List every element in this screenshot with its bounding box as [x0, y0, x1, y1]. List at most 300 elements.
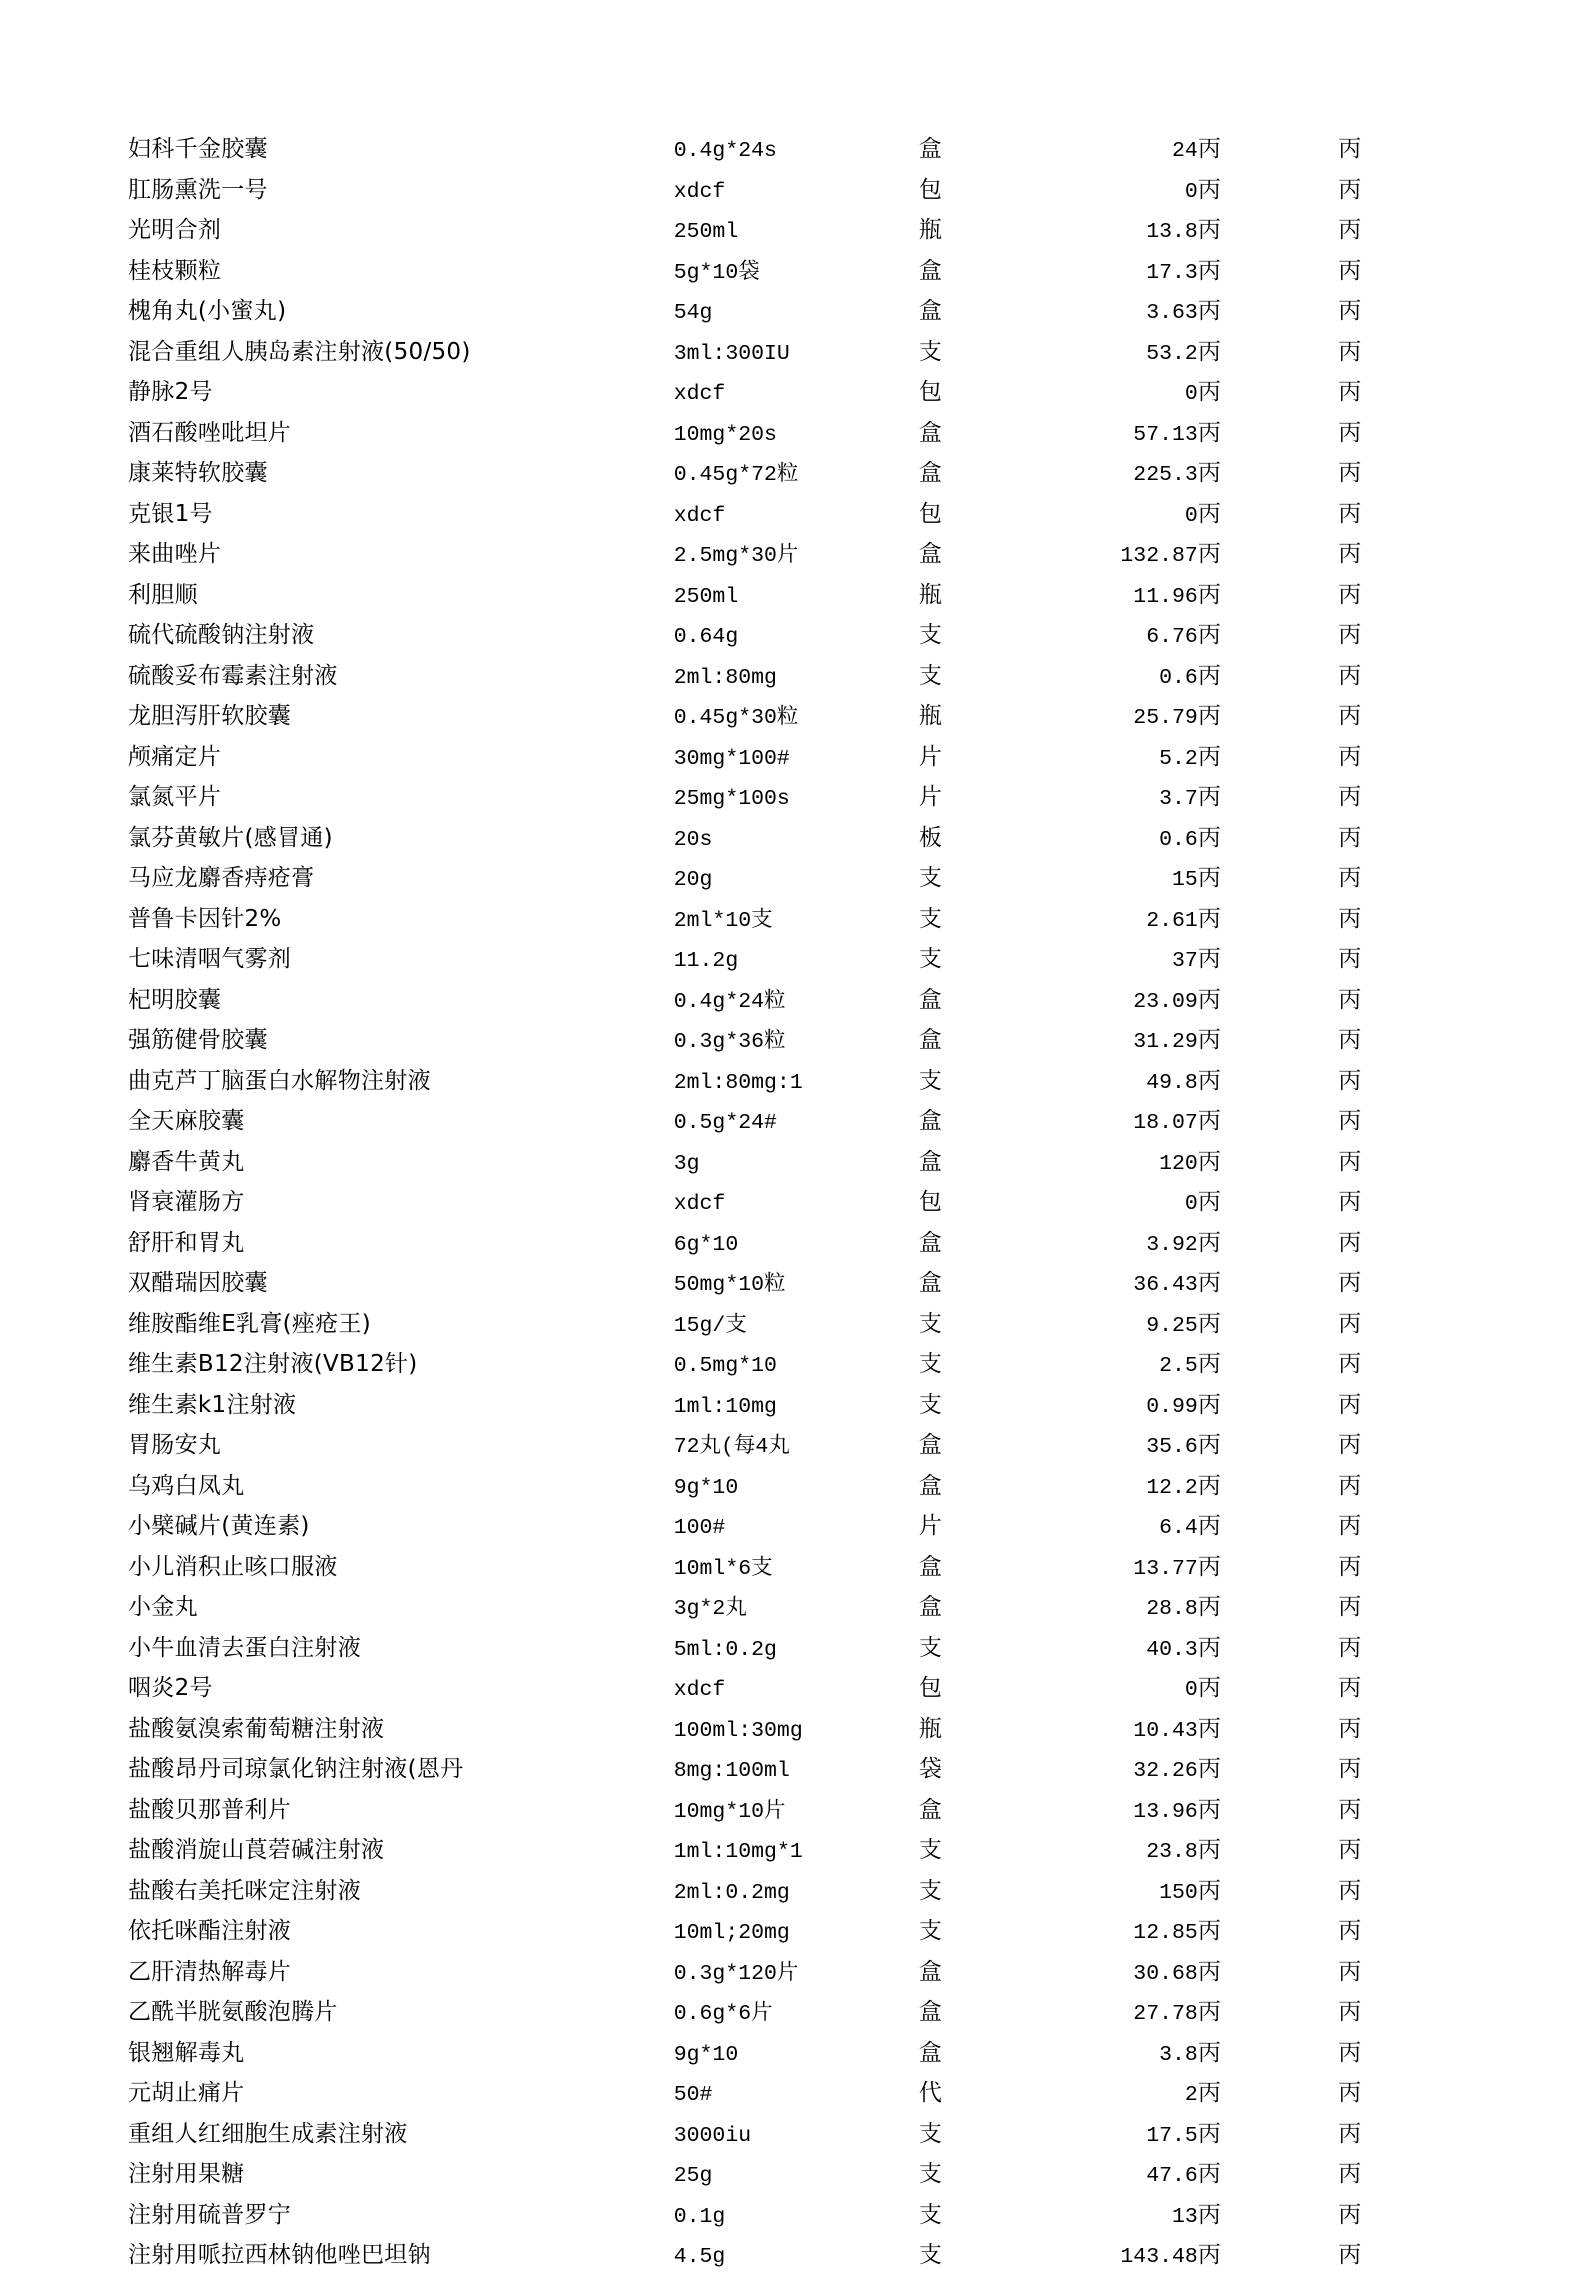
price-cell: 57.13 — [1133, 422, 1198, 447]
category-b-cell: 丙 — [1338, 338, 1362, 365]
category-b-cell: 丙 — [1338, 1432, 1362, 1458]
category-b-cell: 丙 — [1338, 1189, 1362, 1215]
price-cell: 0.6 — [1159, 665, 1198, 690]
category-b-cell: 丙 — [1338, 1472, 1362, 1499]
price-cell: 6.76 — [1146, 625, 1198, 649]
price-cell: 0.6 — [1159, 827, 1198, 852]
drug-name-cell: 来曲唑片 — [128, 541, 222, 567]
unit-cell: 代 — [918, 2080, 942, 2106]
category-a-cell: 丙 — [1197, 622, 1221, 648]
category-b-cell: 丙 — [1338, 1675, 1362, 1701]
drug-name-cell: 维胺酯维E乳膏(痤疮王) — [128, 1310, 372, 1337]
unit-cell: 盒 — [918, 1148, 942, 1175]
price-cell: 27.78 — [1133, 2002, 1198, 2026]
price-cell: 12.85 — [1133, 1921, 1198, 1945]
specification-cell: 0.3g*120片 — [673, 1961, 799, 1986]
unit-cell: 包 — [918, 1189, 942, 1215]
specification-cell: 72丸(每4丸 — [673, 1435, 790, 1459]
category-a-cell: 丙 — [1197, 1918, 1221, 1944]
drug-name-cell: 注射用哌拉西林钠他唑巴坦钠 — [128, 2242, 431, 2268]
category-b-cell: 丙 — [1338, 257, 1362, 284]
price-cell: 2.61 — [1146, 908, 1198, 933]
table-row — [128, 819, 1468, 860]
price-cell: 13.96 — [1133, 1799, 1198, 1824]
price-cell: 53.2 — [1146, 341, 1198, 366]
category-a-cell: 丙 — [1197, 1027, 1221, 1053]
category-b-cell: 丙 — [1338, 986, 1362, 1013]
unit-cell: 支 — [918, 2120, 942, 2147]
drug-name-cell: 维生素k1注射液 — [128, 1391, 297, 1418]
drug-name-cell: 盐酸右美托咪定注射液 — [128, 1877, 361, 1904]
category-a-cell: 丙 — [1197, 500, 1221, 527]
unit-cell: 盒 — [918, 1270, 942, 1296]
specification-cell: 20g — [673, 868, 713, 892]
table-row — [128, 211, 1468, 252]
unit-cell: 支 — [918, 622, 942, 648]
price-cell: 0 — [1184, 179, 1198, 204]
drug-name-cell: 乌鸡白凤丸 — [128, 1472, 245, 1499]
drug-name-cell: 注射用硫普罗宁 — [128, 2201, 292, 2228]
category-b-cell: 丙 — [1338, 1310, 1362, 1337]
table-row — [128, 1224, 1468, 1265]
drug-name-cell: 小儿消积止咳口服液 — [128, 1553, 338, 1580]
price-cell: 23.09 — [1133, 989, 1198, 1014]
specification-cell: 2ml:80mg:1 — [673, 1070, 803, 1095]
category-a-cell: 丙 — [1197, 257, 1221, 284]
table-row — [128, 697, 1468, 738]
category-a-cell: 丙 — [1197, 1148, 1221, 1175]
table-row — [128, 1507, 1468, 1548]
table-row — [128, 130, 1468, 171]
drug-name-cell: 乙肝清热解毒片 — [128, 1958, 292, 1985]
table-body — [128, 130, 1468, 2277]
category-b-cell: 丙 — [1338, 865, 1362, 891]
price-cell: 5.2 — [1159, 746, 1198, 771]
table-row — [128, 292, 1468, 333]
table-row — [128, 1872, 1468, 1913]
category-b-cell: 丙 — [1338, 298, 1362, 324]
drug-name-cell: 麝香牛黄丸 — [128, 1148, 245, 1175]
category-b-cell: 丙 — [1338, 419, 1362, 446]
unit-cell: 盒 — [918, 1958, 942, 1985]
specification-cell: 0.45g*30粒 — [673, 706, 799, 730]
category-a-cell: 丙 — [1197, 1877, 1221, 1904]
price-cell: 24 — [1172, 139, 1198, 163]
category-a-cell: 丙 — [1197, 2242, 1221, 2268]
table-row — [128, 1588, 1468, 1629]
unit-cell: 盒 — [918, 1108, 942, 1134]
category-a-cell: 丙 — [1197, 1594, 1221, 1620]
category-b-cell: 丙 — [1338, 1594, 1362, 1620]
drug-price-table — [128, 130, 1468, 2277]
drug-name-cell: 氯芬黄敏片(感冒通) — [128, 824, 333, 851]
unit-cell: 支 — [918, 865, 942, 891]
table-row — [128, 1993, 1468, 2034]
category-a-cell: 丙 — [1197, 176, 1221, 203]
category-a-cell: 丙 — [1197, 2039, 1221, 2066]
drug-name-cell: 康莱特软胶囊 — [128, 460, 268, 486]
specification-cell: 2.5mg*30片 — [673, 544, 799, 568]
drug-name-cell: 马应龙麝香痔疮膏 — [128, 865, 315, 891]
category-b-cell: 丙 — [1338, 581, 1362, 608]
unit-cell: 支 — [918, 2161, 942, 2187]
specification-cell: xdcf — [673, 1678, 726, 1702]
table-row — [128, 1183, 1468, 1224]
category-a-cell: 丙 — [1197, 1067, 1221, 1094]
table-row — [128, 171, 1468, 212]
price-cell: 35.6 — [1146, 1435, 1198, 1459]
drug-name-cell: 混合重组人胰岛素注射液(50/50) — [128, 338, 471, 365]
unit-cell: 片 — [918, 1513, 942, 1539]
table-row — [128, 940, 1468, 981]
specification-cell: 0.5mg*10 — [673, 1354, 777, 1378]
category-b-cell: 丙 — [1338, 217, 1362, 243]
price-cell: 120 — [1159, 1151, 1198, 1176]
unit-cell: 包 — [918, 379, 942, 405]
drug-name-cell: 桂枝颗粒 — [128, 257, 222, 284]
table-row — [128, 2074, 1468, 2115]
category-a-cell: 丙 — [1197, 1999, 1221, 2025]
unit-cell: 盒 — [918, 986, 942, 1013]
price-cell: 28.8 — [1146, 1597, 1198, 1621]
drug-name-cell: 盐酸消旋山莨菪碱注射液 — [128, 1837, 385, 1863]
price-cell: 13.8 — [1146, 220, 1198, 244]
unit-cell: 支 — [918, 1877, 942, 1904]
price-cell: 49.8 — [1146, 1070, 1198, 1095]
specification-cell: 250ml — [673, 220, 739, 244]
drug-name-cell: 七味清咽气雾剂 — [128, 946, 292, 972]
category-b-cell: 丙 — [1338, 1513, 1362, 1539]
specification-cell: 0.3g*36粒 — [673, 1030, 786, 1054]
unit-cell: 支 — [918, 1067, 942, 1094]
unit-cell: 支 — [918, 1310, 942, 1337]
unit-cell: 盒 — [918, 257, 942, 284]
table-row — [128, 1062, 1468, 1103]
category-a-cell: 丙 — [1197, 1189, 1221, 1215]
category-b-cell: 丙 — [1338, 2120, 1362, 2147]
price-cell: 17.3 — [1146, 260, 1198, 285]
table-row — [128, 859, 1468, 900]
drug-name-cell: 强筋健骨胶囊 — [128, 1027, 268, 1053]
category-a-cell: 丙 — [1197, 824, 1221, 851]
category-a-cell: 丙 — [1197, 1796, 1221, 1823]
category-b-cell: 丙 — [1338, 136, 1362, 162]
category-b-cell: 丙 — [1338, 743, 1362, 770]
drug-name-cell: 硫酸妥布霉素注射液 — [128, 662, 338, 689]
table-row — [128, 1548, 1468, 1589]
price-cell: 150 — [1159, 1880, 1198, 1905]
category-b-cell: 丙 — [1338, 1796, 1362, 1823]
specification-cell: 6g*10 — [673, 1232, 739, 1257]
drug-name-cell: 盐酸昂丹司琼氯化钠注射液(恩丹 — [128, 1756, 464, 1782]
drug-name-cell: 注射用果糖 — [128, 2161, 245, 2187]
table-row — [128, 738, 1468, 779]
specification-cell: 0.4g*24s — [673, 139, 777, 163]
unit-cell: 包 — [918, 1675, 942, 1701]
category-b-cell: 丙 — [1338, 946, 1362, 972]
category-a-cell: 丙 — [1197, 662, 1221, 689]
table-row — [128, 2155, 1468, 2196]
category-a-cell: 丙 — [1197, 1675, 1221, 1701]
specification-cell: 9g*10 — [673, 1475, 739, 1500]
specification-cell: xdcf — [673, 1192, 726, 1216]
table-row — [128, 1305, 1468, 1346]
unit-cell: 支 — [918, 662, 942, 689]
category-b-cell: 丙 — [1338, 1877, 1362, 1904]
price-cell: 36.43 — [1133, 1273, 1198, 1297]
category-b-cell: 丙 — [1338, 1148, 1362, 1175]
category-b-cell: 丙 — [1338, 2161, 1362, 2187]
price-cell: 2.5 — [1159, 1354, 1198, 1378]
price-cell: 143.48 — [1120, 2245, 1198, 2269]
category-b-cell: 丙 — [1338, 824, 1362, 851]
category-a-cell: 丙 — [1197, 2080, 1221, 2106]
specification-cell: xdcf — [673, 382, 726, 406]
specification-cell: 0.6g*6片 — [673, 2002, 773, 2026]
category-b-cell: 丙 — [1338, 1067, 1362, 1094]
category-b-cell: 丙 — [1338, 460, 1362, 486]
table-row — [128, 900, 1468, 941]
table-row — [128, 1629, 1468, 1670]
specification-cell: 30mg*100# — [673, 746, 790, 771]
price-cell: 9.25 — [1146, 1313, 1198, 1338]
price-cell: 11.96 — [1133, 584, 1198, 609]
unit-cell: 支 — [918, 1391, 942, 1418]
unit-cell: 盒 — [918, 136, 942, 162]
drug-name-cell: 全天麻胶囊 — [128, 1108, 245, 1134]
price-cell: 23.8 — [1146, 1840, 1198, 1864]
drug-name-cell: 盐酸贝那普利片 — [128, 1796, 292, 1823]
unit-cell: 盒 — [918, 1999, 942, 2025]
specification-cell: 3000iu — [673, 2123, 752, 2148]
unit-cell: 片 — [918, 743, 942, 770]
price-cell: 31.29 — [1133, 1030, 1198, 1054]
drug-name-cell: 克银1号 — [128, 500, 213, 527]
specification-cell: 2ml:80mg — [673, 665, 777, 690]
table-row — [128, 1345, 1468, 1386]
price-cell: 12.2 — [1146, 1475, 1198, 1500]
drug-name-cell: 曲克芦丁脑蛋白水解物注射液 — [128, 1067, 431, 1094]
category-b-cell: 丙 — [1338, 662, 1362, 689]
price-cell: 0.99 — [1146, 1394, 1198, 1419]
specification-cell: 0.5g*24# — [673, 1111, 777, 1135]
drug-name-cell: 颅痛定片 — [128, 743, 222, 770]
drug-name-cell: 银翘解毒丸 — [128, 2039, 245, 2066]
specification-cell: 1ml:10mg*1 — [673, 1840, 803, 1864]
category-a-cell: 丙 — [1197, 2120, 1221, 2147]
specification-cell: 3g — [673, 1151, 700, 1176]
category-b-cell: 丙 — [1338, 1229, 1362, 1256]
price-cell: 10.43 — [1133, 1718, 1198, 1743]
category-a-cell: 丙 — [1197, 581, 1221, 608]
specification-cell: 3g*2丸 — [673, 1597, 747, 1621]
category-b-cell: 丙 — [1338, 784, 1362, 810]
drug-name-cell: 元胡止痛片 — [128, 2080, 245, 2106]
category-b-cell: 丙 — [1338, 176, 1362, 203]
specification-cell: 11.2g — [673, 949, 739, 973]
table-row — [128, 1791, 1468, 1832]
unit-cell: 包 — [918, 500, 942, 527]
table-row — [128, 1102, 1468, 1143]
table-row — [128, 2115, 1468, 2156]
category-a-cell: 丙 — [1197, 1958, 1221, 1985]
table-row — [128, 1710, 1468, 1751]
table-row — [128, 576, 1468, 617]
category-a-cell: 丙 — [1197, 743, 1221, 770]
drug-name-cell: 重组人红细胞生成素注射液 — [128, 2120, 408, 2147]
table-row — [128, 1426, 1468, 1467]
category-a-cell: 丙 — [1197, 338, 1221, 365]
price-cell: 0 — [1184, 503, 1198, 528]
category-a-cell: 丙 — [1197, 298, 1221, 324]
category-a-cell: 丙 — [1197, 1432, 1221, 1458]
unit-cell: 支 — [918, 2201, 942, 2228]
drug-name-cell: 盐酸氨溴索葡萄糖注射液 — [128, 1715, 385, 1742]
unit-cell: 瓶 — [918, 1715, 942, 1742]
table-row — [128, 1386, 1468, 1427]
unit-cell: 板 — [918, 824, 942, 851]
table-row — [128, 616, 1468, 657]
specification-cell: 25mg*100s — [673, 787, 790, 811]
unit-cell: 盒 — [918, 1027, 942, 1053]
specification-cell: 1ml:10mg — [673, 1394, 777, 1419]
unit-cell: 盒 — [918, 1553, 942, 1580]
category-a-cell: 丙 — [1197, 541, 1221, 567]
specification-cell: 10ml;20mg — [673, 1921, 790, 1945]
drug-name-cell: 咽炎2号 — [128, 1675, 213, 1701]
category-a-cell: 丙 — [1197, 217, 1221, 243]
unit-cell: 盒 — [918, 1229, 942, 1256]
unit-cell: 支 — [918, 1837, 942, 1863]
table-row — [128, 657, 1468, 698]
unit-cell: 支 — [918, 1918, 942, 1944]
unit-cell: 支 — [918, 2242, 942, 2268]
unit-cell: 支 — [918, 1351, 942, 1377]
category-b-cell: 丙 — [1338, 1756, 1362, 1782]
category-b-cell: 丙 — [1338, 703, 1362, 729]
table-row — [128, 2236, 1468, 2277]
price-cell: 2 — [1184, 2083, 1198, 2107]
unit-cell: 盒 — [918, 1594, 942, 1620]
price-cell: 13 — [1172, 2204, 1198, 2229]
specification-cell: 50# — [673, 2083, 713, 2107]
drug-name-cell: 静脉2号 — [128, 379, 213, 405]
category-a-cell: 丙 — [1197, 1553, 1221, 1580]
specification-cell: 10mg*10片 — [673, 1799, 786, 1824]
specification-cell: 100ml:30mg — [673, 1718, 803, 1743]
unit-cell: 盒 — [918, 1472, 942, 1499]
drug-name-cell: 肛肠熏洗一号 — [128, 176, 268, 203]
specification-cell: 10ml*6支 — [673, 1556, 773, 1581]
unit-cell: 瓶 — [918, 581, 942, 608]
unit-cell: 盒 — [918, 460, 942, 486]
unit-cell: 支 — [918, 905, 942, 932]
category-a-cell: 丙 — [1197, 1229, 1221, 1256]
price-cell: 30.68 — [1133, 1961, 1198, 1986]
category-b-cell: 丙 — [1338, 500, 1362, 527]
drug-name-cell: 普鲁卡因针2% — [128, 905, 282, 932]
category-a-cell: 丙 — [1197, 1270, 1221, 1296]
category-a-cell: 丙 — [1197, 1472, 1221, 1499]
category-b-cell: 丙 — [1338, 2242, 1362, 2268]
unit-cell: 盒 — [918, 298, 942, 324]
price-cell: 18.07 — [1133, 1111, 1198, 1135]
drug-name-cell: 舒肝和胃丸 — [128, 1229, 245, 1256]
specification-cell: 25g — [673, 2164, 713, 2188]
table-row — [128, 373, 1468, 414]
category-a-cell: 丙 — [1197, 703, 1221, 729]
category-b-cell: 丙 — [1338, 1108, 1362, 1134]
specification-cell: 54g — [673, 301, 713, 325]
unit-cell: 包 — [918, 176, 942, 203]
table-row — [128, 1467, 1468, 1508]
table-row — [128, 2196, 1468, 2237]
category-a-cell: 丙 — [1197, 1108, 1221, 1134]
price-cell: 3.8 — [1159, 2042, 1198, 2067]
table-row — [128, 252, 1468, 293]
category-a-cell: 丙 — [1197, 1715, 1221, 1742]
specification-cell: xdcf — [673, 179, 726, 204]
drug-name-cell: 维生素B12注射液(VB12针) — [128, 1351, 418, 1377]
drug-name-cell: 小檗碱片(黄连素) — [128, 1513, 310, 1539]
category-a-cell: 丙 — [1197, 784, 1221, 810]
price-cell: 15 — [1172, 868, 1198, 892]
price-cell: 6.4 — [1159, 1516, 1198, 1540]
specification-cell: 4.5g — [673, 2245, 726, 2269]
table-row — [128, 2034, 1468, 2075]
price-cell: 132.87 — [1120, 544, 1198, 568]
drug-name-cell: 小金丸 — [128, 1594, 198, 1620]
category-b-cell: 丙 — [1338, 2201, 1362, 2228]
drug-name-cell: 肾衰灌肠方 — [128, 1189, 245, 1215]
category-b-cell: 丙 — [1338, 1553, 1362, 1580]
specification-cell: 5g*10袋 — [673, 260, 760, 285]
unit-cell: 盒 — [918, 1432, 942, 1458]
category-b-cell: 丙 — [1338, 1958, 1362, 1985]
category-b-cell: 丙 — [1338, 622, 1362, 648]
category-b-cell: 丙 — [1338, 1999, 1362, 2025]
price-cell: 0 — [1184, 382, 1198, 406]
table-row — [128, 1831, 1468, 1872]
table-row — [128, 1264, 1468, 1305]
drug-name-cell: 妇科千金胶囊 — [128, 136, 268, 162]
specification-cell: 100# — [673, 1516, 726, 1540]
specification-cell: 2ml*10支 — [673, 908, 773, 933]
price-cell: 32.26 — [1133, 1759, 1198, 1783]
unit-cell: 盒 — [918, 1796, 942, 1823]
price-cell: 40.3 — [1146, 1637, 1198, 1662]
category-a-cell: 丙 — [1197, 1513, 1221, 1539]
table-row — [128, 1953, 1468, 1994]
drug-name-cell: 龙胆泻肝软胶囊 — [128, 703, 292, 729]
drug-name-cell: 硫代硫酸钠注射液 — [128, 622, 315, 648]
price-cell: 37 — [1172, 949, 1198, 973]
table-row — [128, 495, 1468, 536]
price-cell: 225.3 — [1133, 463, 1198, 487]
table-row — [128, 414, 1468, 455]
category-a-cell: 丙 — [1197, 1391, 1221, 1418]
category-a-cell: 丙 — [1197, 460, 1221, 486]
drug-name-cell: 酒石酸唑吡坦片 — [128, 419, 292, 446]
specification-cell: 8mg:100ml — [673, 1759, 790, 1783]
price-cell: 3.63 — [1146, 301, 1198, 325]
category-b-cell: 丙 — [1338, 541, 1362, 567]
category-b-cell: 丙 — [1338, 2080, 1362, 2106]
category-a-cell: 丙 — [1197, 1756, 1221, 1782]
category-a-cell: 丙 — [1197, 2161, 1221, 2187]
drug-name-cell: 氯氮平片 — [128, 784, 222, 810]
price-cell: 3.7 — [1159, 787, 1198, 811]
